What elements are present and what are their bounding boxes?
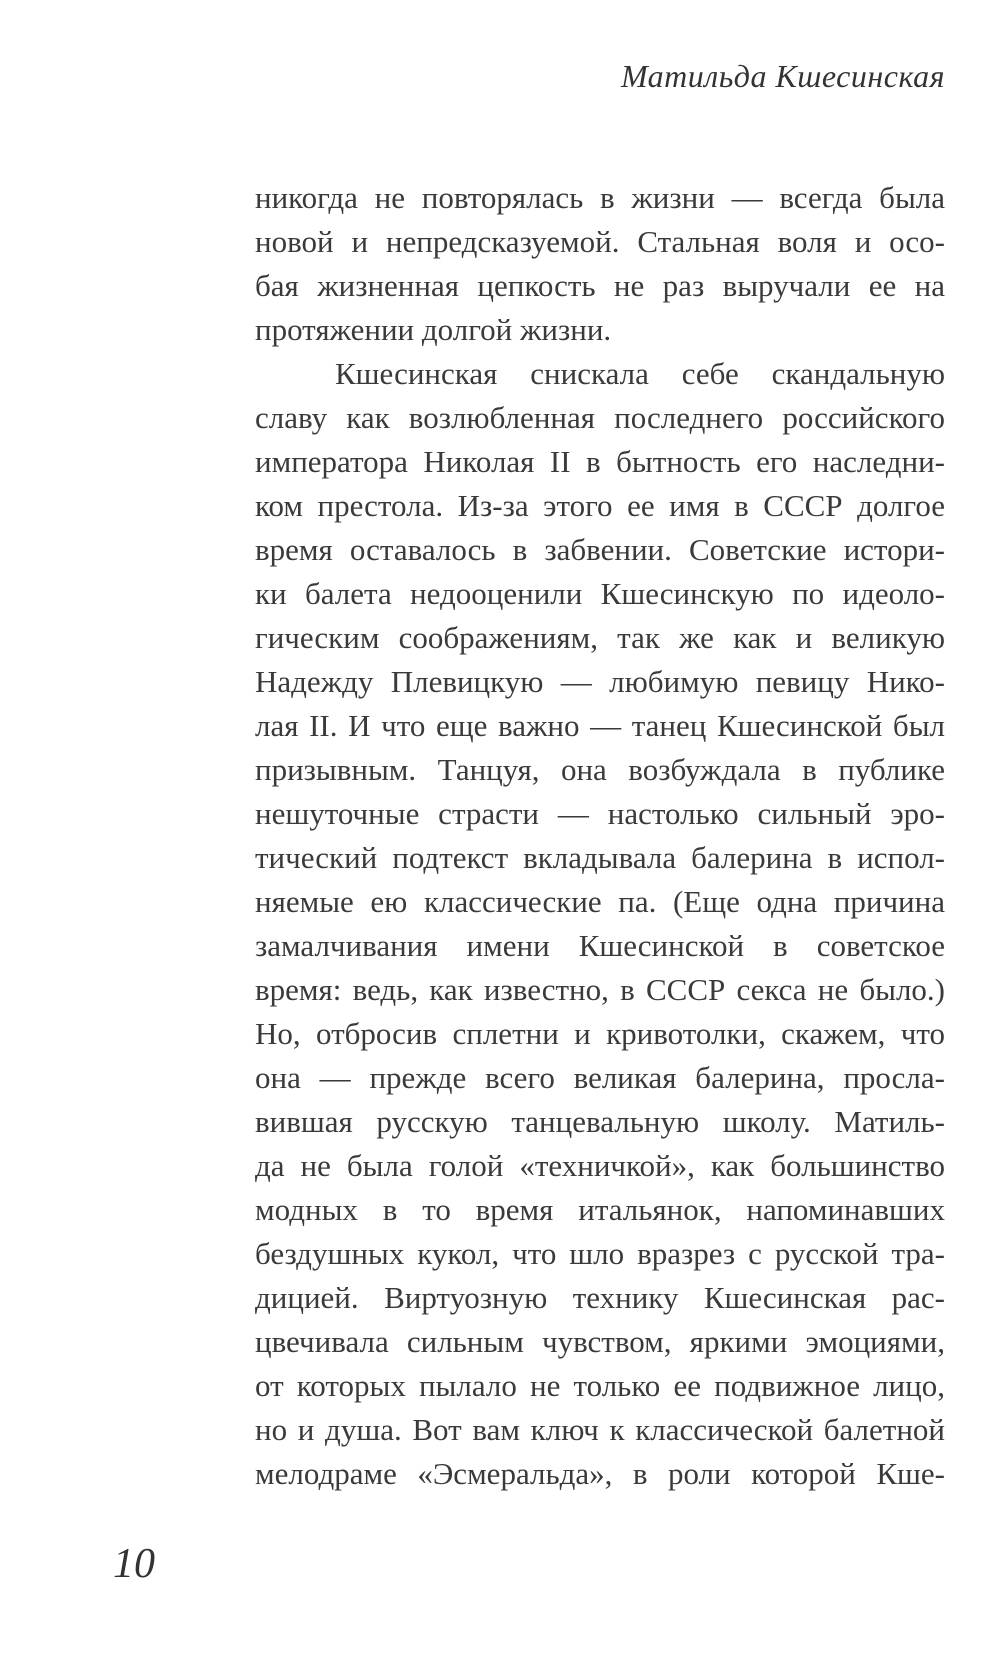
text-line: мелодраме «Эсмеральда», в роли которой Кше- [255,1456,945,1491]
text-line: модных в то время итальянок, напоминавших [255,1192,945,1227]
text-line: но и душа. Вот вам ключ к классической балетной [255,1412,945,1447]
text-line: нешуточные страсти — настолько сильный эро- [255,796,945,831]
text-line: Надежду Плевицкую — любимую певицу Нико- [255,664,945,699]
text-line: Но, отбросив сплетни и кривотолки, скажем, что [255,1016,945,1051]
text-line: ки балета недооценили Кшесинскую по идеоло- [255,576,945,611]
text-line: она — прежде всего великая балерина, просла- [255,1060,945,1095]
paragraph-first-line: Кшесинская снискала себе скандальную [335,356,945,391]
text-line: новой и непредсказуемой. Стальная воля и осо- [255,224,945,259]
text-line: лая II. И что еще важно — танец Кшесинской был [255,708,945,743]
text-line: ком престола. Из-за этого ее имя в СССР долгое [255,488,945,523]
text-line: время: ведь, как известно, в СССР секса не было.) [255,972,945,1007]
text-line: призывным. Танцуя, она возбуждала в публике [255,752,945,787]
text-line: никогда не повторялась в жизни — всегда была [255,180,945,215]
text-line: гическим соображениям, так же как и великую [255,620,945,655]
body-text [255,176,945,1496]
text-line: бая жизненная цепкость не раз выручали ее на [255,268,945,303]
text-line: тический подтекст вкладывала балерина в испол- [255,840,945,875]
text-line: императора Николая II в бытность его наследни- [255,444,945,479]
running-header: Матильда Кшесинская [620,58,945,94]
text-line: вившая русскую танцевальную школу. Матиль- [255,1104,945,1139]
text-line: от которых пылало не только ее подвижное лицо, [255,1368,945,1403]
page-number: 10 [113,1541,155,1587]
text-line: да не была голой «техничкой», как большинство [255,1148,945,1183]
text-line: дицией. Виртуозную технику Кшесинская рас- [255,1280,945,1315]
text-line: протяжении долгой жизни. [255,312,612,347]
text-line: славу как возлюбленная последнего российского [255,400,945,435]
text-line: бездушных кукол, что шло вразрез с русской тра- [255,1236,945,1271]
text-line: время оставалось в забвении. Советские истори- [255,532,945,567]
text-line: няемые ею классические па. (Еще одна причина [255,884,945,919]
text-line: замалчивания имени Кшесинской в советское [255,928,945,963]
text-line: цвечивала сильным чувством, яркими эмоциями, [255,1324,945,1359]
